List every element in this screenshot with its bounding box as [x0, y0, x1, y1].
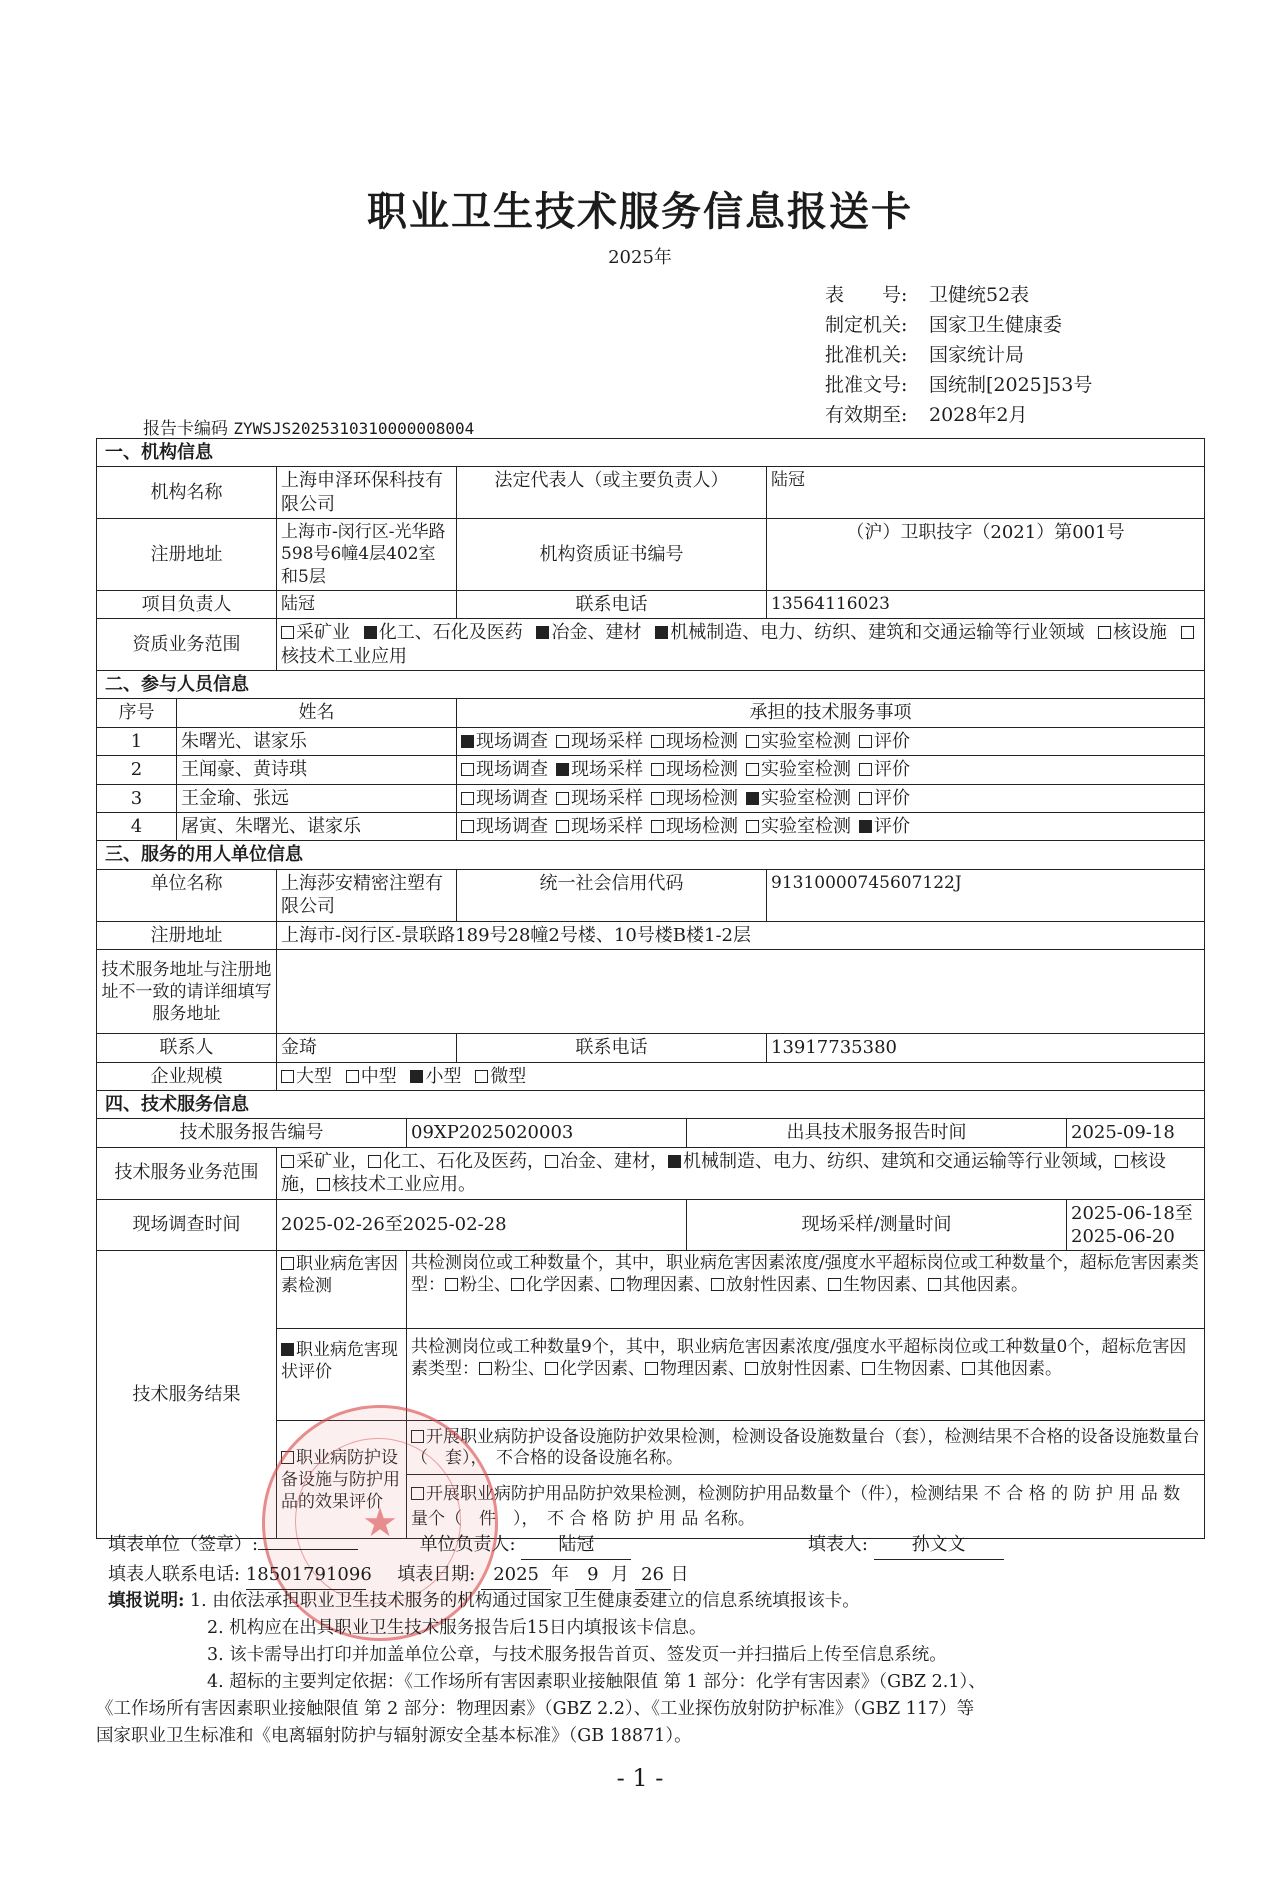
- service-item-label: 实验室检测: [761, 759, 851, 781]
- checkbox-icon[interactable]: [1181, 626, 1194, 639]
- checkbox-icon[interactable]: [410, 1070, 423, 1083]
- credit-code-value: 91310000745607122J: [767, 869, 1205, 921]
- service-item: [556, 788, 643, 809]
- meta-table-no: 表 号: 卫健统52表: [825, 284, 1030, 306]
- checkbox-icon[interactable]: [556, 820, 569, 833]
- checkbox-icon[interactable]: [461, 820, 474, 833]
- service-addr-label: 技术服务地址与注册地址不一致的请详细填写服务地址: [97, 950, 277, 1034]
- service-scope-options: [277, 1147, 1205, 1199]
- service-item: [556, 759, 643, 780]
- checkbox-icon[interactable]: [651, 820, 664, 833]
- cert-value: （沪）卫职技字（2021）第001号: [767, 519, 1205, 590]
- checkbox-icon[interactable]: [281, 1155, 294, 1168]
- checkbox-icon[interactable]: [281, 1070, 294, 1083]
- credit-code-label: 统一社会信用代码: [457, 869, 767, 921]
- service-item: [859, 816, 910, 837]
- row-items: [457, 727, 1205, 755]
- size-option: 小型: [410, 1066, 461, 1087]
- unit-name-label: 单位名称: [97, 869, 277, 921]
- size-option: 中型: [346, 1066, 397, 1087]
- service-item-label: 评价: [874, 816, 910, 838]
- checkbox-icon[interactable]: [317, 1178, 330, 1191]
- meta-authority: 制定机关: 国家卫生健康委: [825, 314, 1063, 336]
- checkbox-icon[interactable]: [746, 735, 759, 748]
- date-year-field: 2025: [481, 1560, 551, 1590]
- result-3-line-2: 开展职业病防护用品防护效果检测，检测防护用品数量个（件），检测结果 不 合 格 的 防 护 用 品 数 量个（ 件 ）， 不 合 格 防 护 用 品 名称。: [407, 1475, 1205, 1539]
- result-label: 技术服务结果: [97, 1251, 277, 1539]
- service-item-label: 现场调查: [476, 816, 548, 838]
- service-scope-label: 技术服务业务范围: [97, 1147, 277, 1199]
- checkbox-icon[interactable]: [556, 792, 569, 805]
- checkbox-icon[interactable]: [651, 735, 664, 748]
- service-item-label: 实验室检测: [761, 787, 851, 809]
- checkbox-icon[interactable]: [281, 1257, 294, 1270]
- note-line: 3. 该卡需导出打印并加盖单位公章，与技术服务报告首页、签发页一并扫描后上传至信息系统。: [207, 1645, 947, 1665]
- row-names: 屠寅、朱曙光、谌家乐: [177, 813, 457, 841]
- unit-reg-addr-label: 注册地址: [97, 921, 277, 949]
- org-scope-options: [277, 619, 1205, 671]
- row-names: 王金瑜、张远: [177, 784, 457, 812]
- checkbox-icon[interactable]: [475, 1070, 488, 1083]
- checkbox-icon[interactable]: [746, 792, 759, 805]
- service-item: [651, 759, 738, 780]
- row-no: 2: [97, 756, 177, 784]
- form-meta-block: [825, 280, 1092, 430]
- report-form: [96, 438, 1205, 1539]
- org-phone-label: 联系电话: [457, 590, 767, 618]
- result-1-label: 职业病危害因素检测: [277, 1251, 407, 1329]
- service-item-label: 现场采样: [571, 730, 643, 752]
- row-items: [457, 784, 1205, 812]
- checkbox-icon[interactable]: [859, 820, 872, 833]
- service-item-label: 现场调查: [476, 730, 548, 752]
- section-staff-title: 二、参与人员信息: [97, 671, 1205, 699]
- service-item-label: 评价: [874, 730, 910, 752]
- scope-option: 核技术工业应用。: [317, 1174, 476, 1195]
- checkbox-icon[interactable]: [746, 820, 759, 833]
- checkbox-icon[interactable]: [556, 735, 569, 748]
- service-item-label: 现场检测: [666, 759, 738, 781]
- pm-value: 陆冠: [277, 590, 457, 618]
- service-item-label: 现场检测: [666, 787, 738, 809]
- table-row: [97, 813, 1205, 841]
- row-no: 1: [97, 727, 177, 755]
- checkbox-icon[interactable]: [479, 1362, 492, 1375]
- section-employer-title: 三、服务的用人单位信息: [97, 841, 1205, 869]
- checkbox-icon[interactable]: [461, 792, 474, 805]
- row-items: [457, 813, 1205, 841]
- row-no: 3: [97, 784, 177, 812]
- checkbox-icon[interactable]: [281, 1343, 294, 1356]
- checkbox-icon[interactable]: [651, 763, 664, 776]
- scope-option: 核设施，: [281, 1150, 1166, 1196]
- legal-rep-label: 法定代表人（或主要负责人）: [457, 467, 767, 519]
- checkbox-icon[interactable]: [828, 1278, 841, 1291]
- col-name-header: 姓名: [177, 699, 457, 727]
- note-line: 《工作场所有害因素职业接触限值 第 2 部分：物理因素》（GBZ 2.2）、《工业探伤放射防护标准》（GBZ 117）等: [96, 1699, 975, 1719]
- cert-label: 机构资质证书编号: [457, 519, 767, 590]
- checkbox-icon[interactable]: [745, 1362, 758, 1375]
- form-year: 2025年: [608, 247, 672, 268]
- report-no-label: 技术服务报告编号: [97, 1119, 407, 1147]
- checkbox-icon[interactable]: [445, 1278, 458, 1291]
- contact-label: 联系人: [97, 1034, 277, 1062]
- table-row: [97, 784, 1205, 812]
- org-name-value: 上海申泽环保科技有限公司: [277, 467, 457, 519]
- report-time-label: 出具技术服务报告时间: [687, 1119, 1067, 1147]
- meta-valid-until: 有效期至: 2028年2月: [825, 404, 1028, 426]
- service-item-label: 现场检测: [666, 816, 738, 838]
- service-item: [461, 759, 548, 780]
- scope-option: 核设施: [1098, 622, 1167, 643]
- service-item: [859, 788, 910, 809]
- checkbox-icon[interactable]: [668, 1155, 681, 1168]
- scope-option: 核技术工业应用: [281, 622, 1196, 666]
- checkbox-icon[interactable]: [859, 735, 872, 748]
- meta-approver: 批准机关: 国家统计局: [825, 344, 1025, 366]
- checkbox-icon[interactable]: [545, 1362, 558, 1375]
- org-reg-addr-value: 上海市-闵行区-光华路598号6幢4层402室和5层: [277, 519, 457, 590]
- note-line: 4. 超标的主要判定依据：《工作场所有害因素职业接触限值 第 1 部分：化学有害因素》（GBZ 2.1）、: [207, 1672, 986, 1692]
- checkbox-icon[interactable]: [346, 1070, 359, 1083]
- sampling-time-value: 2025-06-18至2025-06-20: [1067, 1199, 1205, 1251]
- checkbox-icon[interactable]: [645, 1362, 658, 1375]
- service-item-label: 实验室检测: [761, 730, 851, 752]
- scope-option: 采矿业，: [281, 1151, 368, 1172]
- size-option: 大型: [281, 1066, 332, 1087]
- scope-option: 冶金、建材: [536, 622, 641, 643]
- footer-line-1: 填表单位（签章）: 单位负责人: 陆冠 填表人: 孙文文: [108, 1530, 1208, 1560]
- row-names: 王闻豪、黄诗琪: [177, 756, 457, 784]
- service-item: [746, 731, 851, 752]
- survey-time-label: 现场调查时间: [97, 1199, 277, 1251]
- form-title: 职业卫生技术服务信息报送卡: [367, 188, 913, 235]
- service-item: [651, 731, 738, 752]
- contact-phone-label: 联系电话: [457, 1034, 767, 1062]
- checkbox-icon[interactable]: [281, 626, 294, 639]
- size-option: 微型: [475, 1066, 526, 1087]
- checkbox-icon[interactable]: [928, 1278, 941, 1291]
- scope-option: 化工、石化及医药: [364, 622, 523, 643]
- sampling-time-label: 现场采样/测量时间: [687, 1199, 1067, 1251]
- service-item: [556, 731, 643, 752]
- checkbox-icon[interactable]: [711, 1278, 724, 1291]
- service-item: [746, 788, 851, 809]
- form-footer: [108, 1530, 1208, 1590]
- report-no-value: 09XP2025020003: [407, 1119, 687, 1147]
- checkbox-icon[interactable]: [536, 626, 549, 639]
- service-item: [859, 759, 910, 780]
- scope-option: 冶金、建材，: [545, 1151, 668, 1172]
- report-time-value: 2025-09-18: [1067, 1119, 1205, 1147]
- page-number: - 1 -: [616, 1764, 664, 1792]
- contact-phone-value: 13917735380: [767, 1034, 1205, 1062]
- result-3-label: 职业病防护设备设施与防护用品的效果评价: [277, 1421, 407, 1539]
- row-no: 4: [97, 813, 177, 841]
- filler-phone-field: 18501791096: [246, 1560, 366, 1590]
- org-reg-addr-label: 注册地址: [97, 519, 277, 590]
- pm-label: 项目负责人: [97, 590, 277, 618]
- leader-field: 陆冠: [521, 1530, 631, 1560]
- row-names: 朱曙光、谌家乐: [177, 727, 457, 755]
- scope-option: 化工、石化及医药，: [368, 1151, 545, 1172]
- service-item: [461, 731, 548, 752]
- date-month-field: 9: [575, 1560, 611, 1590]
- checkbox-icon[interactable]: [368, 1155, 381, 1168]
- result-2-text: 共检测岗位或工种数量9个，其中，职业病危害因素浓度/强度水平超标岗位或工种数量0个，超标危害因素类型： 粉尘、 化学因素、 物理因素、 放射性因素、 生物因素、 其他因素。: [407, 1329, 1205, 1421]
- card-number: 报告卡编码 ZYWSJS2025310310000008004: [143, 419, 475, 439]
- row-items: [457, 756, 1205, 784]
- section-org-title: 一、机构信息: [97, 439, 1205, 467]
- service-item: [461, 816, 548, 837]
- service-item-label: 现场采样: [571, 787, 643, 809]
- seal-star-icon: ★: [362, 1500, 398, 1546]
- note-line: 填报说明: 1. 由依法承担职业卫生技术服务的机构通过国家卫生健康委建立的信息系统填报该卡。: [108, 1591, 860, 1611]
- unit-reg-addr-value: 上海市-闵行区-景联路189号28幢2号楼、10号楼B楼1-2层: [277, 921, 1205, 949]
- checkbox-icon[interactable]: [611, 1278, 624, 1291]
- service-item: [859, 731, 910, 752]
- scope-option: 机械制造、电力、纺织、建筑和交通运输等行业领域，: [668, 1151, 1115, 1172]
- legal-rep-value: 陆冠: [767, 467, 1205, 519]
- result-2-label: 职业病危害现状评价: [277, 1329, 407, 1421]
- service-item-label: 现场调查: [476, 759, 548, 781]
- checkbox-icon[interactable]: [545, 1155, 558, 1168]
- checkbox-icon[interactable]: [1115, 1155, 1128, 1168]
- service-item-label: 现场检测: [666, 730, 738, 752]
- checkbox-icon[interactable]: [859, 763, 872, 776]
- col-no-header: 序号: [97, 699, 177, 727]
- meta-approval-no: 批准文号: 国统制[2025]53号: [825, 374, 1093, 396]
- col-items-header: 承担的技术服务事项: [457, 699, 1205, 727]
- service-addr-value[interactable]: [277, 950, 1205, 1034]
- unit-name-value: 上海莎安精密注塑有限公司: [277, 869, 457, 921]
- org-scope-label: 资质业务范围: [97, 619, 277, 671]
- checkbox-icon[interactable]: [511, 1278, 524, 1291]
- scope-option: 采矿业: [281, 622, 350, 643]
- note-line: 2. 机构应在出具职业卫生技术服务报告后15日内填报该卡信息。: [207, 1618, 707, 1638]
- checkbox-icon[interactable]: [461, 735, 474, 748]
- service-item: [556, 816, 643, 837]
- service-item-label: 现场采样: [571, 759, 643, 781]
- checkbox-icon[interactable]: [655, 626, 668, 639]
- section-service-title: 四、技术服务信息: [97, 1090, 1205, 1118]
- table-row: [97, 727, 1205, 755]
- service-item-label: 现场调查: [476, 787, 548, 809]
- checkbox-icon[interactable]: [364, 626, 377, 639]
- service-item: [746, 759, 851, 780]
- contact-value: 金琦: [277, 1034, 457, 1062]
- size-label: 企业规模: [97, 1062, 277, 1090]
- service-item-label: 现场采样: [571, 816, 643, 838]
- org-phone-value: 13564116023: [767, 590, 1205, 618]
- checkbox-icon[interactable]: [962, 1362, 975, 1375]
- table-row: [97, 756, 1205, 784]
- service-item: [651, 788, 738, 809]
- service-item: [746, 816, 851, 837]
- filler-field: 孙文文: [874, 1530, 1004, 1560]
- size-options: [277, 1062, 1205, 1090]
- service-item-label: 评价: [874, 787, 910, 809]
- checkbox-icon[interactable]: [862, 1362, 875, 1375]
- service-item: [461, 788, 548, 809]
- footer-line-2: 填表人联系电话: 18501791096 填表日期: 2025 年 9 月 26 日: [108, 1560, 1208, 1590]
- result-1-text: 共检测岗位或工种数量个，其中，职业病危害因素浓度/强度水平超标岗位或工种数量个，超标危害因素类型： 粉尘、 化学因素、 物理因素、 放射性因素、 生物因素、 其他因素。: [407, 1251, 1205, 1329]
- service-item-label: 实验室检测: [761, 816, 851, 838]
- checkbox-icon[interactable]: [556, 763, 569, 776]
- result-3-line-1: 开展职业病防护设备设施防护效果检测，检测设备设施数量台（套），检测结果不合格的设备设施数量台（ 套）， 不合格的设备设施名称。: [407, 1421, 1205, 1475]
- checkbox-icon[interactable]: [746, 763, 759, 776]
- date-day-field: 26: [635, 1560, 671, 1590]
- signature-field[interactable]: [258, 1549, 358, 1550]
- checkbox-icon[interactable]: [859, 792, 872, 805]
- checkbox-icon[interactable]: [1098, 626, 1111, 639]
- service-item: [651, 816, 738, 837]
- filing-notes: [96, 1588, 1204, 1750]
- org-name-label: 机构名称: [97, 467, 277, 519]
- checkbox-icon[interactable]: [461, 763, 474, 776]
- survey-time-value: 2025-02-26至2025-02-28: [277, 1199, 687, 1251]
- scope-option: 机械制造、电力、纺织、建筑和交通运输等行业领域: [655, 622, 1084, 643]
- checkbox-icon[interactable]: [651, 792, 664, 805]
- service-item-label: 评价: [874, 759, 910, 781]
- note-line: 国家职业卫生标准和《电离辐射防护与辐射源安全基本标准》（GB 18871）。: [96, 1726, 692, 1746]
